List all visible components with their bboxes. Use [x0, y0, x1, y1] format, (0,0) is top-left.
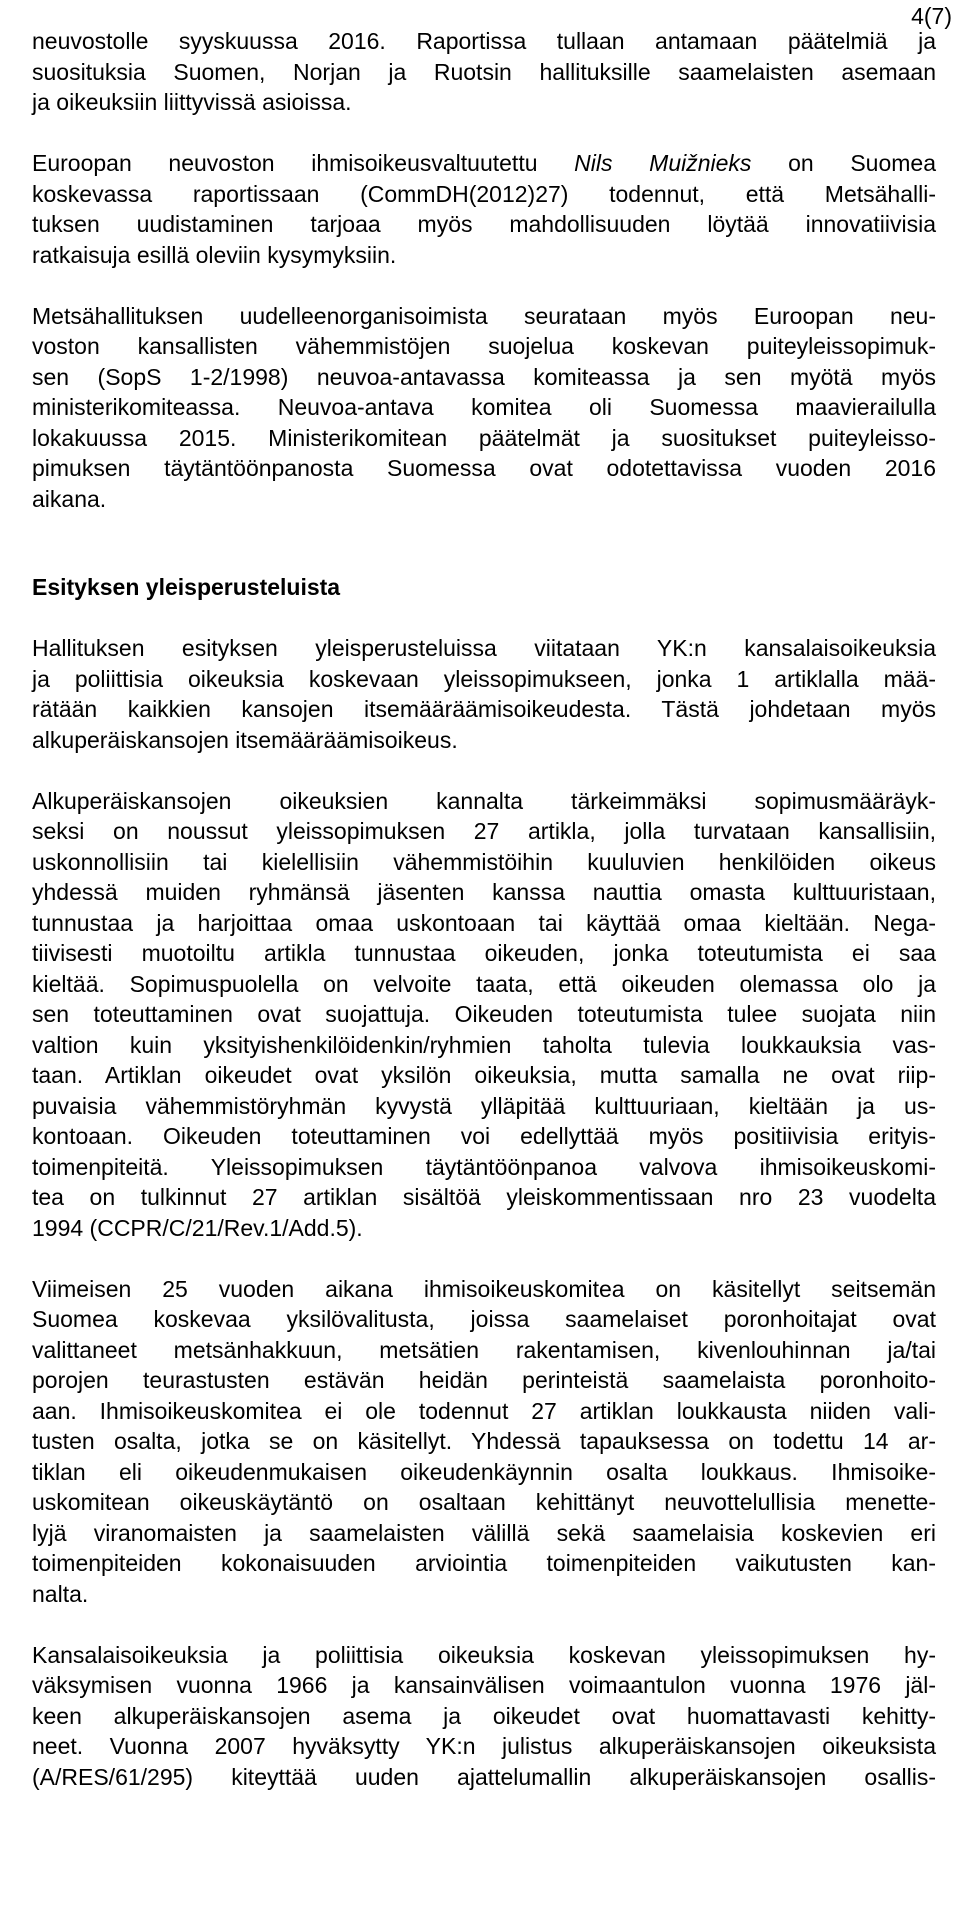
text-line: suosituksia Suomen, Norjan ja Ruotsin hallituksille saamelaisten asemaan	[32, 58, 936, 85]
paragraph-1	[32, 26, 936, 118]
text-run: Euroopan neuvoston ihmisoikeusvaltuutettu	[32, 150, 575, 176]
page-number: 4(7)	[911, 3, 952, 29]
text-line: Kansalaisoikeuksia ja poliittisia oikeuksia koskevan yleissopimuksen hy-	[32, 1641, 936, 1668]
text-line: tea on tulkinnut 27 artiklan sisältöä yleiskommentissaan nro 23 vuodelta	[32, 1184, 936, 1210]
text-line: neet. Vuonna 2007 hyväksytty YK:n julistus alkuperäiskansojen oikeuksista	[32, 1733, 936, 1759]
text-line: toimenpiteiden kokonaisuuden arviointia toimenpiteiden vaikutusten kan-	[32, 1550, 936, 1576]
text-line: 1994 (CCPR/C/21/Rev.1/Add.5).	[32, 1214, 363, 1241]
paragraph-spacer	[32, 270, 936, 301]
text-line: taan. Artiklan oikeudet ovat yksilön oikeuksia, mutta samalla ne ovat riip-	[32, 1062, 936, 1088]
text-line: aikana.	[32, 485, 107, 512]
paragraph-3	[32, 301, 936, 515]
text-line: Alkuperäiskansojen oikeuksien kannalta tärkeimmäksi sopimusmääräyk-	[32, 787, 936, 814]
document-body	[32, 26, 936, 1792]
paragraph-2	[32, 148, 936, 270]
text-line: Metsähallituksen uudelleenorganisoimista seurataan myös Euroopan neu-	[32, 302, 936, 329]
text-line: valtion kuin yksityishenkilöidenkin/ryhmien taholta tulevia loukkauksia vas-	[32, 1031, 936, 1058]
text-line: keen alkuperäiskansojen asema ja oikeudet ovat huomattavasti kehitty-	[32, 1702, 936, 1729]
paragraph-spacer	[32, 118, 936, 149]
section-spacer	[32, 514, 936, 572]
text-line: uskonnollisiin tai kielellisiin vähemmistöihin kuuluvien henkilöiden oikeus	[32, 848, 936, 875]
text-line: porojen teurastusten estävän heidän perinteistä saamelaista poronhoito-	[32, 1367, 936, 1393]
section-paragraph-2	[32, 786, 936, 1244]
text-line: Hallituksen esityksen yleisperusteluissa viitataan YK:n kansalaisoikeuksia	[32, 635, 936, 661]
text-line: rätään kaikkien kansojen itsemääräämisoikeudesta. Tästä johdetaan myös	[32, 696, 936, 722]
person-name: Nils Muižnieks	[574, 150, 752, 176]
text-line: seksi on noussut yleissopimuksen 27 artikla, jolla turvataan kansallisiin,	[32, 818, 936, 844]
text-line: Viimeisen 25 vuoden aikana ihmisoikeuskomitea on käsitellyt seitsemän	[32, 1275, 936, 1302]
text-line: yhdessä muiden ryhmänsä jäsenten kanssa nauttia omasta kulttuuristaan,	[32, 879, 936, 905]
text-line: voston kansallisten vähemmistöjen suojelua koskevan puiteyleissopimuk-	[32, 333, 936, 359]
section-heading: Esityksen yleisperusteluista	[32, 574, 341, 600]
text-line: sen (SopS 1-2/1998) neuvoa-antavassa komiteassa ja sen myötä myös	[32, 363, 936, 390]
text-line: tunnustaa ja harjoittaa omaa uskontoaan tai käyttää omaa kieltään. Nega-	[32, 909, 936, 936]
section-paragraph-3	[32, 1274, 936, 1610]
paragraph-spacer	[32, 1243, 936, 1274]
text-line: alkuperäiskansojen itsemääräämisoikeus.	[32, 726, 458, 753]
text-line: nalta.	[32, 1580, 89, 1607]
section-paragraph-1	[32, 633, 936, 755]
text-line: ratkaisuja esillä oleviin kysymyksiin.	[32, 241, 397, 268]
text-line: kieltää. Sopimuspuolella on velvoite taata, että oikeuden olemassa olo ja	[32, 970, 936, 997]
text-line: tuksen uudistaminen tarjoaa myös mahdollisuuden löytää innovatiivisia	[32, 211, 936, 237]
text-line: puvaisia vähemmistöryhmän kyvystä ylläpitää kulttuuriaan, kieltään ja us-	[32, 1092, 936, 1119]
paragraph-spacer	[32, 1609, 936, 1640]
text-line: sen toteuttaminen ovat suojattuja. Oikeuden toteutumista tulee suojata niin	[32, 1001, 936, 1027]
text-run: on Suomea	[751, 150, 936, 176]
text-line: neuvostolle syyskuussa 2016. Raportissa tullaan antamaan päätelmiä ja	[32, 28, 936, 54]
text-line: tiklan eli oikeudenmukaisen oikeudenkäynnin osalta loukkaus. Ihmisoike-	[32, 1458, 936, 1485]
text-line: väksymisen vuonna 1966 ja kansainvälisen voimaantulon vuonna 1976 jäl-	[32, 1672, 936, 1698]
paragraph-spacer	[32, 755, 936, 786]
text-line: ministerikomiteassa. Neuvoa-antava komitea oli Suomessa maavierailulla	[32, 394, 936, 420]
text-line: Suomea koskevaa yksilövalitusta, joissa saamelaiset poronhoitajat ovat	[32, 1306, 936, 1332]
text-line: tusten osalta, jotka se on käsitellyt. Yhdessä tapauksessa on todettu 14 ar-	[32, 1428, 936, 1454]
section-paragraph-4	[32, 1640, 936, 1793]
text-line: ja poliittisia oikeuksia koskevaan yleissopimukseen, jonka 1 artiklalla mää-	[32, 665, 936, 692]
paragraph-spacer	[32, 603, 936, 634]
text-line: koskevassa raportissaan (CommDH(2012)27) todennut, että Metsähalli-	[32, 180, 936, 207]
text-line: ja oikeuksiin liittyvissä asioissa.	[32, 89, 352, 115]
text-line: pimuksen täytäntöönpanosta Suomessa ovat odotettavissa vuoden 2016	[32, 455, 936, 481]
text-line: lokakuussa 2015. Ministerikomitean päätelmät ja suositukset puiteyleisso-	[32, 424, 936, 451]
text-line: uskomitean oikeuskäytäntö on osaltaan kehittänyt neuvottelullisia menette-	[32, 1489, 936, 1515]
text-line: toimenpiteitä. Yleissopimuksen täytäntöönpanoa valvova ihmisoikeuskomi-	[32, 1153, 936, 1180]
text-line: lyjä viranomaisten ja saamelaisten välillä sekä saamelaisia koskevien eri	[32, 1519, 936, 1546]
text-line	[32, 148, 936, 179]
text-line: tiivisesti muotoiltu artikla tunnustaa oikeuden, jonka toteutumista ei saa	[32, 940, 936, 966]
text-line: kontoaan. Oikeuden toteuttaminen voi edellyttää myös positiivisia erityis-	[32, 1123, 936, 1149]
text-line: valittaneet metsänhakkuun, metsätien rakentamisen, kivenlouhinnan ja/tai	[32, 1336, 936, 1363]
text-line: aan. Ihmisoikeuskomitea ei ole todennut 27 artiklan loukkausta niiden vali-	[32, 1397, 936, 1424]
text-line: (A/RES/61/295) kiteyttää uuden ajattelumallin alkuperäiskansojen osallis-	[32, 1763, 936, 1790]
